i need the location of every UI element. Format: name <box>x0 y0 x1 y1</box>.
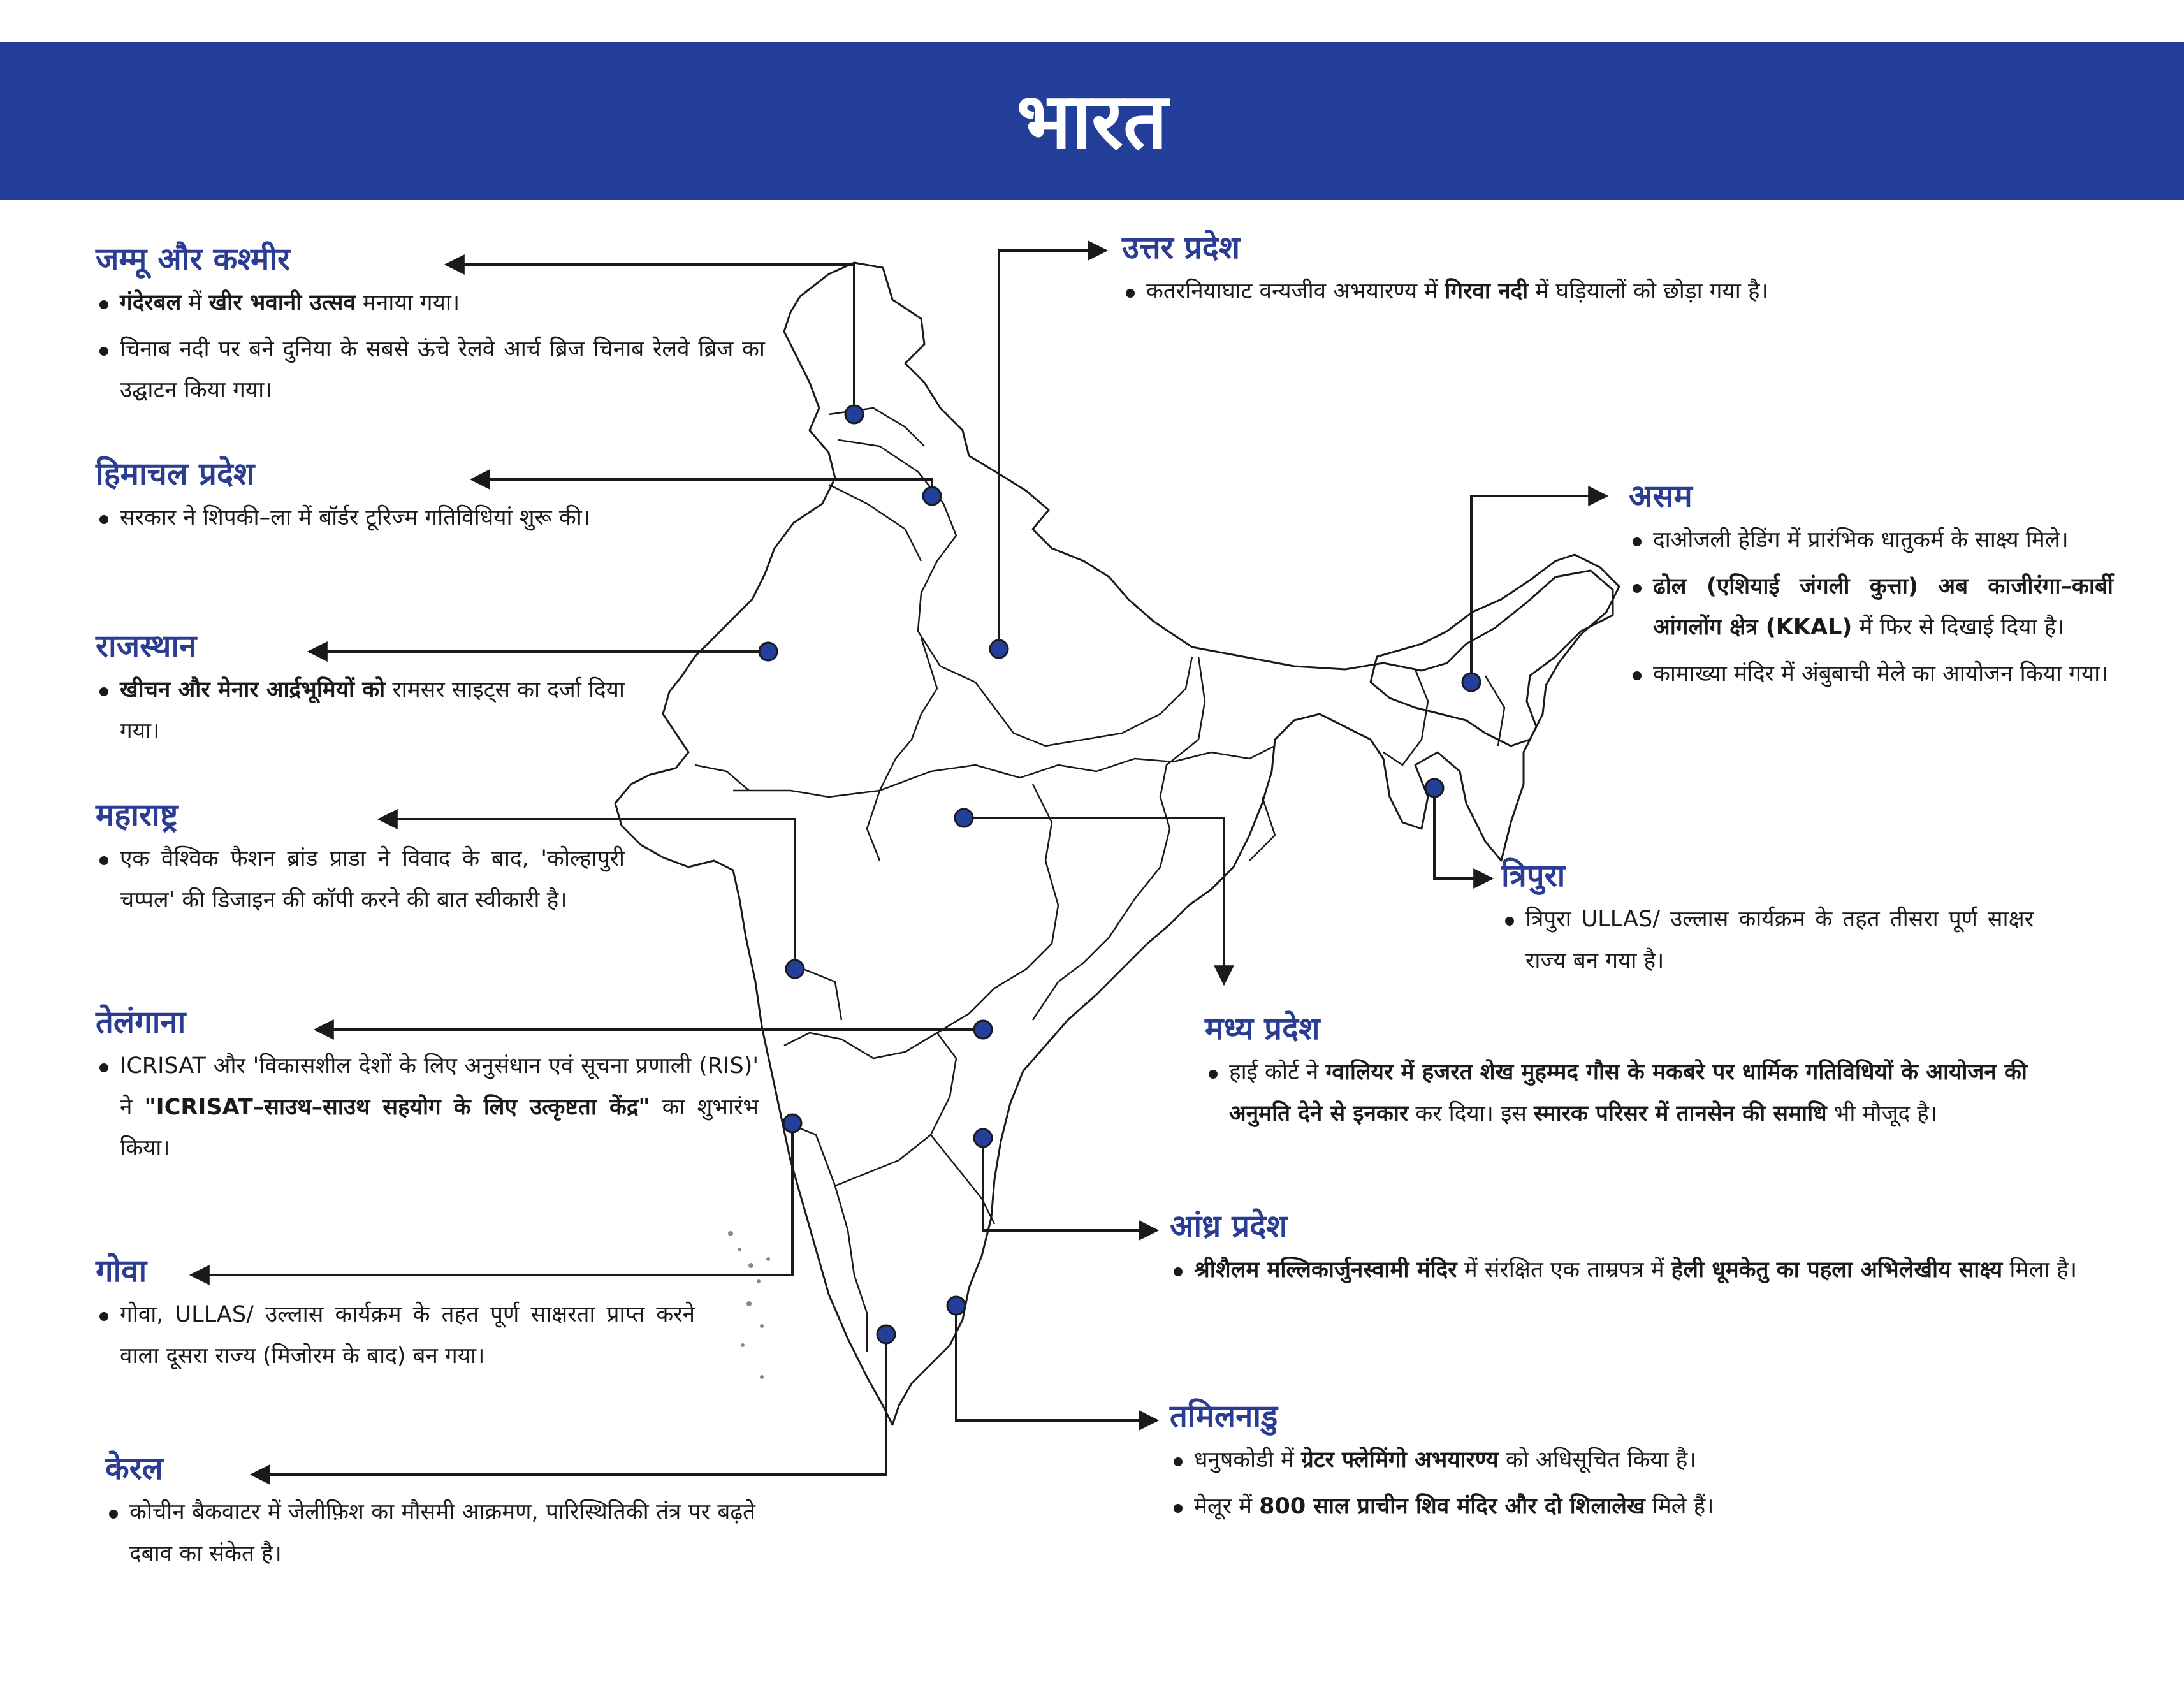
marker-rj <box>759 643 777 660</box>
bullet-point <box>1629 566 2113 649</box>
text-segment: दाओजली हेडिंग में प्रारंभिक धातुकर्म के साक्ष्य मिले। <box>1653 527 2069 553</box>
bullet-point <box>96 329 765 412</box>
marker-tr <box>1425 779 1443 797</box>
bold-text: श्रीशैलम मल्लिकार्जुनस्वामी मंदिर <box>1194 1257 1457 1283</box>
text-segment: कोचीन बैकवाटर में जेलीफ़िश का मौसमी आक्रमण, पारिस्थितिकी तंत्र पर बढ़ते दबाव का संकेत है। <box>129 1499 755 1566</box>
page-title: भारत <box>1016 76 1168 166</box>
state-name-tg: तेलंगाना <box>96 1004 186 1040</box>
bullet-point <box>1170 1486 2081 1527</box>
marker-jk <box>845 405 863 423</box>
text-segment: धनुषकोडी में <box>1194 1447 1302 1473</box>
marker-as <box>1462 673 1480 691</box>
bold-text: हेली धूमकेतु का पहला अभिलेखीय साक्ष्य <box>1671 1257 2003 1283</box>
points-tg <box>96 1046 759 1169</box>
points-hp <box>96 497 625 539</box>
state-block-ga <box>96 1253 695 1382</box>
text-segment: में संरक्षित एक ताम्रपत्र में <box>1457 1257 1671 1283</box>
text-segment: मनाया गया। <box>355 289 460 316</box>
points-mh <box>96 838 625 921</box>
markers <box>759 405 1480 1343</box>
bold-text: 800 साल प्राचीन शिव मंदिर और दो शिलालेख <box>1259 1493 1645 1519</box>
marker-up <box>990 640 1008 658</box>
state-name-tn: तमिलनाडु <box>1170 1398 1278 1434</box>
marker-mp <box>955 809 973 827</box>
points-rj <box>96 669 625 752</box>
marker-kl <box>877 1325 895 1343</box>
bullet-point <box>1170 1250 2081 1291</box>
bullet-point <box>96 838 625 921</box>
bold-text: खीचन और मेनार आर्द्रभूमियों को <box>120 676 386 703</box>
text-segment: को अधिसूचित किया है। <box>1498 1447 1696 1473</box>
state-name-tr: त्रिपुरा <box>1501 857 1566 894</box>
state-name-mh: महाराष्ट्र <box>96 797 178 833</box>
bullet-point <box>1170 1440 2081 1481</box>
state-block-ap <box>1170 1208 2081 1296</box>
text-segment: कतरनियाघाट वन्यजीव अभयारण्य में <box>1146 278 1445 304</box>
connector-tn <box>956 1306 1157 1420</box>
bullet-point <box>1501 899 2034 982</box>
state-block-mp <box>1205 1010 2027 1139</box>
connector-up <box>999 251 1106 649</box>
connector-as <box>1471 496 1606 682</box>
points-mp <box>1205 1052 2027 1135</box>
text-segment: चिनाब नदी पर बने दुनिया के सबसे ऊंचे रेलवे आर्च ब्रिज चिनाब रेलवे ब्रिज का उद्घाटन किया गया। <box>120 336 765 404</box>
state-name-rj: राजस्थान <box>96 628 197 664</box>
points-tn <box>1170 1440 2081 1527</box>
points-kl <box>105 1492 755 1575</box>
text-segment: गोवा, ULLAS/ उल्लास कार्यक्रम के तहत पूर्ण साक्षरता प्राप्त करने वाला दूसरा राज्य (मिजोरम के बाद) बन गया। <box>120 1301 695 1369</box>
marker-tn <box>947 1297 965 1315</box>
state-name-mp: मध्य प्रदेश <box>1205 1010 1320 1047</box>
text-segment: मिला है। <box>2002 1257 2078 1283</box>
text-segment: हाई कोर्ट ने <box>1229 1059 1326 1085</box>
bullet-point <box>96 669 625 752</box>
text-segment: कर दिया। इस <box>1408 1100 1534 1126</box>
bullet-point <box>1629 520 2113 561</box>
points-jk <box>96 282 765 411</box>
state-block-mh <box>96 797 625 926</box>
bullet-point <box>96 1046 759 1169</box>
text-segment: में <box>181 289 209 316</box>
bullet-point <box>96 1294 695 1377</box>
text-segment: रामसर साइट्स का दर्जा दिया गया। <box>120 676 625 744</box>
state-block-tr <box>1501 857 2034 986</box>
text-segment: कामाख्या मंदिर में अंबुबाची मेले का आयोजन किया गया। <box>1653 661 2109 687</box>
text-segment: का शुभारंभ किया। <box>120 1094 759 1162</box>
text-segment: मिले हैं। <box>1645 1493 1714 1519</box>
state-name-hp: हिमाचल प्रदेश <box>96 456 255 492</box>
points-tr <box>1501 899 2034 982</box>
bold-text: गिरवा नदी <box>1445 278 1529 304</box>
state-name-ap: आंध्र प्रदेश <box>1170 1208 1288 1244</box>
text-segment: एक वैश्विक फैशन ब्रांड प्राडा ने विवाद के बाद, 'कोल्हापुरी चप्पल' की डिजाइन की कॉपी करने की बात स्वीकारी है। <box>120 845 625 913</box>
text-segment: त्रिपुरा ULLAS/ उल्लास कार्यक्रम के तहत तीसरा पूर्ण साक्षर राज्य बन गया है। <box>1525 906 2034 973</box>
text-segment: में फिर से दिखाई दिया है। <box>1852 615 2065 641</box>
points-up <box>1122 271 2053 312</box>
text-segment: में घड़ियालों को छोड़ा गया है। <box>1528 278 1768 304</box>
bold-text: खीर भवानी उत्सव <box>208 289 356 316</box>
points-ga <box>96 1294 695 1377</box>
text-segment: सरकार ने शिपकी–ला में बॉर्डर टूरिज्म गतिविधियां शुरू की। <box>120 504 591 530</box>
marker-ga <box>783 1114 801 1132</box>
bold-text: "ICRISAT–साउथ–साउथ सहयोग के लिए उत्कृष्टता केंद्र" <box>144 1094 650 1120</box>
state-block-rj <box>96 628 625 757</box>
bold-text: स्मारक परिसर में तानसेन की समाधि <box>1534 1100 1827 1126</box>
bullet-point <box>1122 271 2053 312</box>
bold-text: गंदेरबल <box>120 289 182 316</box>
marker-ap <box>974 1129 992 1147</box>
state-name-jk: जम्मू और कश्मीर <box>96 241 291 277</box>
marker-hp <box>923 487 941 505</box>
state-name-up: उत्तर प्रदेश <box>1122 230 1241 266</box>
bullet-point <box>1629 653 2113 695</box>
bold-text: ग्रेटर फ्लेमिंगो अभयारण्य <box>1301 1447 1499 1473</box>
connector-ap <box>983 1138 1157 1230</box>
northeast-outline <box>1371 555 1619 746</box>
text-segment: ICRISAT और 'विकासशील देशों के लिए अनुसंधान एवं सूचना प्रणाली (RIS)' ने <box>120 1053 759 1120</box>
state-name-ga: गोवा <box>96 1253 147 1289</box>
bullet-point <box>96 282 765 324</box>
marker-tg <box>974 1021 992 1039</box>
state-block-up <box>1122 230 2053 317</box>
state-block-tn <box>1170 1398 2081 1532</box>
marker-mh <box>786 960 804 978</box>
bullet-point <box>105 1492 755 1575</box>
bold-text: ढोल (एशियाई जंगली कुत्ता) अब काजीरंगा–कार्बी आंगलोंग क्षेत्र (KKAL) <box>1653 573 2113 641</box>
text-segment: मेलूर में <box>1194 1493 1260 1519</box>
lakshadweep-islands <box>728 1231 770 1379</box>
bullet-point <box>96 497 625 539</box>
state-block-tg <box>96 1004 759 1174</box>
state-block-jk <box>96 241 765 416</box>
text-segment: भी मौजूद है। <box>1826 1100 1938 1126</box>
state-block-hp <box>96 456 625 544</box>
state-name-kl: केरल <box>105 1450 163 1487</box>
state-block-as <box>1629 478 2113 700</box>
connector-mp <box>964 818 1224 984</box>
points-as <box>1629 520 2113 695</box>
state-name-as: असम <box>1629 478 1693 514</box>
connector-tr <box>1434 788 1492 879</box>
points-ap <box>1170 1250 2081 1291</box>
bullet-point <box>1205 1052 2027 1135</box>
state-block-kl <box>105 1450 755 1579</box>
bold-text: ग्वालियर में हजरत शेख मुहम्मद गौस के मकबरे पर धार्मिक गतिविधियों के आयोजन की अनुमति देने से इनकार <box>1229 1059 2027 1126</box>
